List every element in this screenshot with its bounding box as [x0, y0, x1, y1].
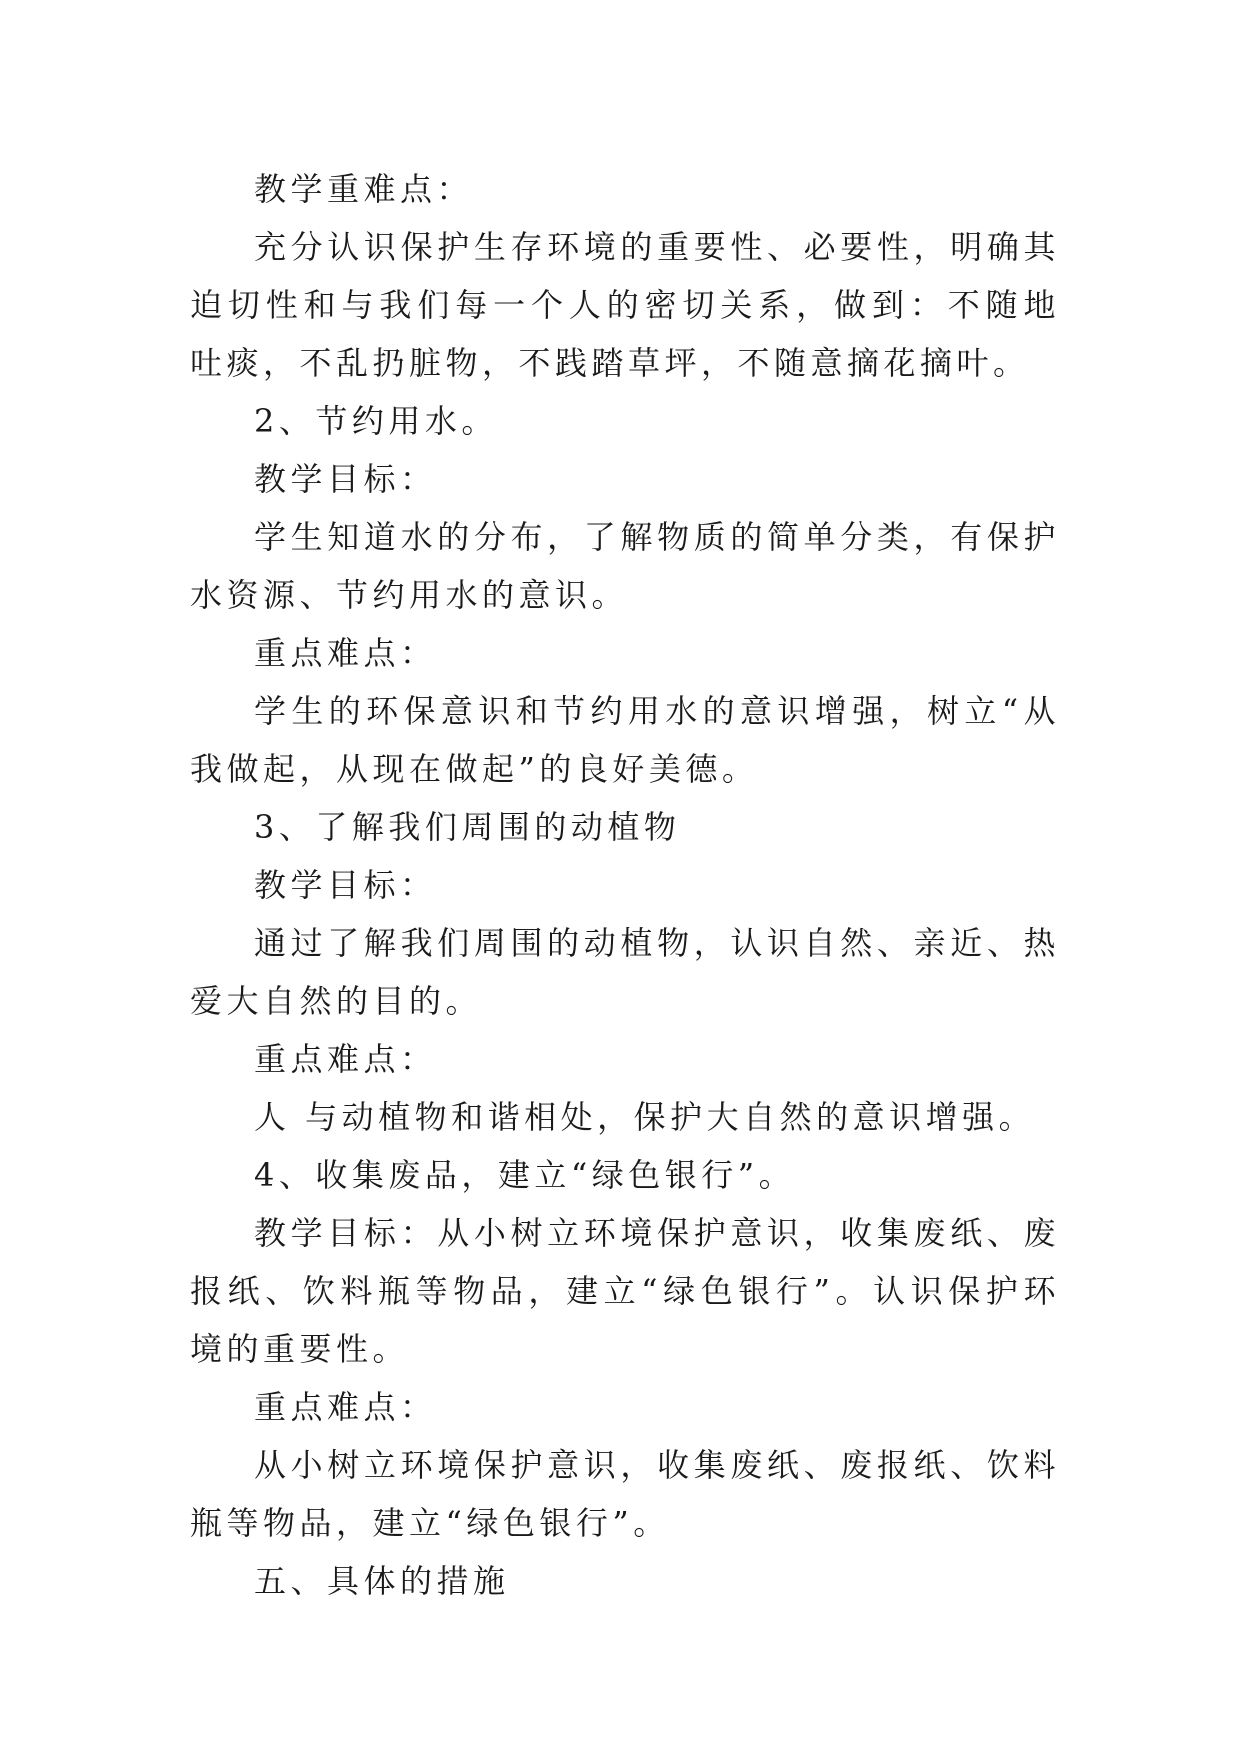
document-body — [190, 160, 1060, 1610]
heading-teaching-goals: 教学目标： — [254, 460, 437, 498]
section-heading-plants-animals: 3、了解我们周围的动植物 — [254, 808, 681, 846]
paragraph-water-key-points: 学生的环保意识和节约用水的意识增强，树立“从我做起，从现在做起”的良好美德。 — [190, 692, 1060, 788]
heading-key-points: 重点难点： — [254, 1040, 437, 1078]
paragraph-environment-importance: 充分认识保护生存环境的重要性、必要性，明确其迫切性和与我们每一个人的密切关系，做到：不随地吐痰，不乱扔脏物，不践踏草坪，不随意摘花摘叶。 — [190, 228, 1060, 382]
paragraph-green-bank-key-points: 从小树立环境保护意识，收集废纸、废报纸、饮料瓶等物品，建立“绿色银行”。 — [190, 1446, 1060, 1542]
heading-key-points: 重点难点： — [254, 1388, 437, 1426]
section-heading-measures: 五、具体的措施 — [254, 1562, 510, 1600]
heading-key-difficulties: 教学重难点： — [254, 170, 474, 208]
paragraph-nature-key-points: 人 与动植物和谐相处，保护大自然的意识增强。 — [254, 1098, 1036, 1136]
paragraph-green-bank-goals: 教学目标：从小树立环境保护意识，收集废纸、废报纸、饮料瓶等物品，建立“绿色银行”。认识保护环境的重要性。 — [190, 1214, 1060, 1368]
paragraph-water-goals: 学生知道水的分布，了解物质的简单分类，有保护水资源、节约用水的意识。 — [190, 518, 1060, 614]
section-heading-save-water: 2、节约用水。 — [254, 402, 498, 440]
section-heading-green-bank: 4、收集废品，建立“绿色银行”。 — [254, 1156, 796, 1194]
paragraph-nature-goals: 通过了解我们周围的动植物，认识自然、亲近、热爱大自然的目的。 — [190, 924, 1060, 1020]
heading-teaching-goals: 教学目标： — [254, 866, 437, 904]
heading-key-points: 重点难点： — [254, 634, 437, 672]
